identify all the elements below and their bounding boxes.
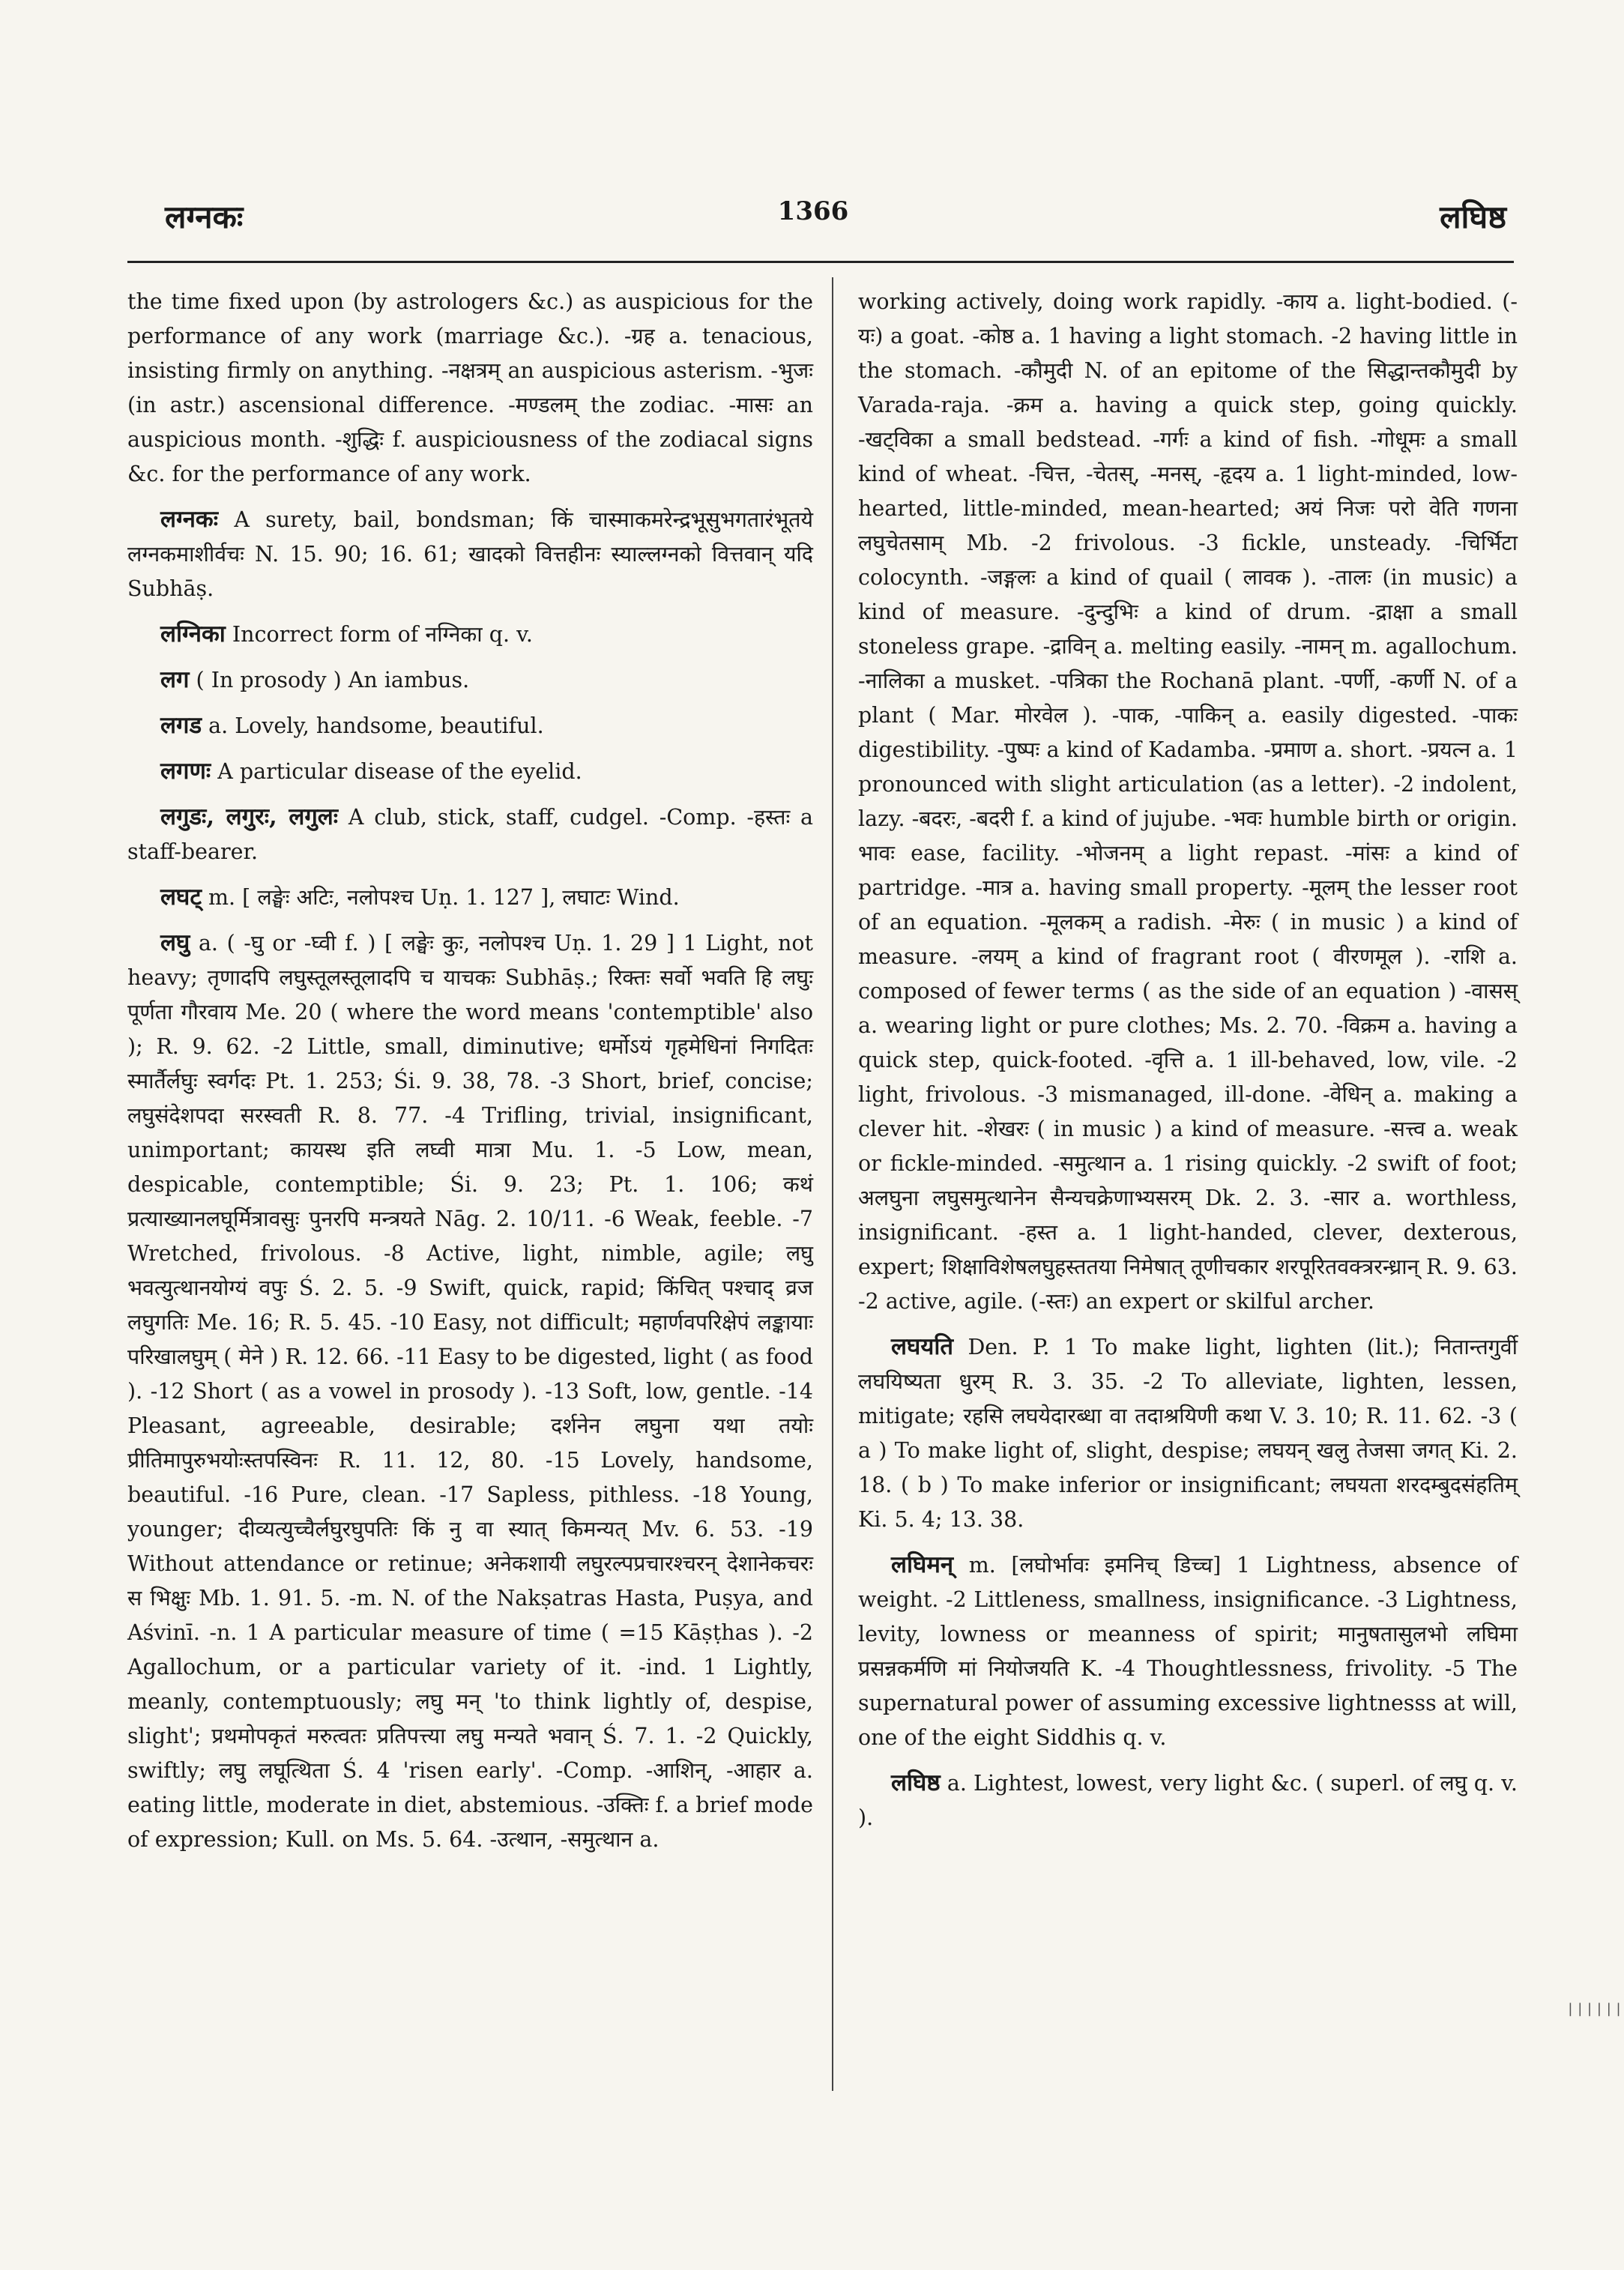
entry-text: Incorrect form of नग्निका q. v. <box>232 622 533 647</box>
entry-headword: लगुडः, लगुरः, लगुलः <box>160 803 339 830</box>
entry-text: A surety, bail, bondsman; किं चास्माकमरेन्द्रभूसुभगतारंभूतये लग्नकमाशीर्वचः N. 15. 90; 16. 61; खादको वित्तहीनः स्याल्लग्नको वित्तवान् यदि Subhāṣ. <box>127 507 813 601</box>
header-rule <box>127 261 1514 263</box>
page-number: 1366 <box>777 196 849 226</box>
entry-headword: लघिमन् <box>891 1551 954 1578</box>
entry-text: a. ( -घु or -घ्वी f. ) [ लङ्घेः कुः, नलोपश्च Uṇ. 1. 29 ] 1 Light, not heavy; तृणादपि लघुस्तूलस्तूलादपि च याचकः Subhāṣ.; रिक्तः सर्वो भवति हि लघुः पूर्णता गौरवाय Me. 20 ( where the word means 'contemptible' also ); R. 9. 62. -2 Little, small, diminutive; धर्मोऽयं गृहमेधिनां निगदितः स्मार्तैर्लघुः स्वर्गदः Pt. 1. 253; Śi. 9. 38, 78. -3 Short, brief, concise; लघुसंदेशपदा सरस्वती R. 8. 77. -4 Trifling, trivial, insignificant, unimportant; कायस्थ इति लघ्वी मात्रा Mu. 1. -5 Low, mean, despicable, contemptible; Śi. 9. 23; Pt. 1. 106; कथं प्रत्याख्यानलघूर्मित्रावसुः पुनरपि मन्त्रयते Nāg. 2. 10/11. -6 Weak, feeble. -7 Wretched, frivolous. -8 Active, light, nimble, agile; लघु भवत्युत्थानयोग्यं वपुः Ś. 2. 5. -9 Swift, quick, rapid; किंचित् पश्चाद् व्रज लघुगतिः Me. 16; R. 5. 45. -10 Easy, not difficult; महार्णवपरिक्षेपं लङ्कायाः परिखालघुम् ( मेने ) R. 12. 66. -11 Easy to be digested, light ( as food ). -12 Short ( as a vowel in prosody ). -13 Soft, low, gentle. -14 Pleasant, agreeable, desirable; दर्शनेन लघुना यथा तयोः प्रीतिमापुरुभयोःस्तपस्विनः R. 11. 12, 80. -15 Lovely, handsome, beautiful. -16 Pure, clean. -17 Sapless, pithless. -18 Young, younger; दीव्यत्युच्चैर्लघुरघुपतिः किं नु वा स्यात् किमन्यत् Mv. 6. 53. -19 Without attendance or retinue; अनेकशायी लघुरल्पप्रचारश्चरन् देशानेकचरः स भिक्षुः Mb. 1. 91. 5. -m. N. of the Nakṣatras Hasta, Puṣya, and Aśvinī. -n. 1 A particular measure of time ( =15 Kāṣṭhas ). -2 Agallochum, or a particular variety of it. -ind. 1 Lightly, meanly, contemptuously; लघु मन् 'to think lightly of, despise, slight'; प्रथमोपकृतं मरुत्वतः प्रतिपत्त्या लघु मन्यते भवान् Ś. 7. 1. -2 Quickly, swiftly; लघु लघूत्थिता Ś. 4 'risen early'. -Comp. -आशिन्, -आहार a. eating little, moderate in diet, abstemious. -उक्तिः f. a brief mode of expression; Kull. on Ms. 5. 64. -उत्थान, -समुत्थान a. <box>127 931 813 1852</box>
entry-headword: लघयति <box>891 1333 954 1360</box>
column-divider <box>832 277 833 2091</box>
entry-headword: लघट् <box>160 884 202 911</box>
right-column <box>858 285 1518 1846</box>
entry-headword: लगड <box>160 712 202 739</box>
page-header <box>120 187 1506 240</box>
entry-headword: लघु <box>160 929 190 956</box>
entry-headword: लगणः <box>160 758 211 785</box>
entry-text: working actively, doing work rapidly. -काय a. light-bodied. (-यः) a goat. -कोष्ठ a. 1 having a light stomach. -2 having little in the stomach. -कौमुदी N. of an epitome of the सिद्धान्तकौमुदी by Varada-raja. -क्रम a. having a quick step, going quickly. -खट्विका a small bedstead. -गर्गः a kind of fish. -गोधूमः a small kind of wheat. -चित्त, -चेतस्, -मनस्, -हृदय a. 1 light-minded, low-hearted, little-minded, mean-hearted; अयं निजः परो वेति गणना लघुचेतसाम् Mb. -2 frivolous. -3 fickle, unsteady. -चिर्भिटा colocynth. -जङ्गलः a kind of quail ( लावक ). -तालः (in music) a kind of measure. -दुन्दुभिः a kind of drum. -द्राक्षा a small stoneless grape. -द्राविन् a. melting easily. -नामन् m. agallochum. -नालिका a musket. -पत्रिका the Rochanā plant. -पर्णी, -कर्णी N. of a plant ( Mar. मोरवेल ). -पाक, -पाकिन् a. easily digested. -पाकः digestibility. -पुष्पः a kind of Kadamba. -प्रमाण a. short. -प्रयत्न a. 1 pronounced with slight articulation (as a letter). -2 indolent, lazy. -बदरः, -बदरी f. a kind of jujube. -भवः humble birth or origin. भावः ease, facility. -भोजनम् a light repast. -मांसः a kind of partridge. -मात्र a. having small property. -मूलम् the lesser root of an equation. -मूलकम् a radish. -मेरुः ( in music ) a kind of measure. -लयम् a kind of fragrant root ( वीरणमूल ). -राशि a. composed of fewer terms ( as the side of an equation ) -वासस् a. wearing light or pure clothes; Ms. 2. 70. -विक्रम a. having a quick step, quick-footed. -वृत्ति a. 1 ill-behaved, low, vile. -2 light, frivolous. -3 mismanaged, ill-done. -वेधिन् a. making a clever hit. -शेखरः ( in music ) a kind of measure. -सत्त्व a. weak or fickle-minded. -समुत्थान a. 1 rising quickly. -2 swift of foot; अलघुना लघुसमुत्थानेन सैन्यचक्रेणाभ्यसरम् Dk. 2. 3. -सार a. worthless, insignificant. -हस्त a. 1 light-handed, clever, dexterous, expert; शिक्षाविशेषलघुहस्ततया निमेषात् तूणीचकार शरपूरितवक्त्ररन्ध्रान् R. 9. 63. -2 active, agile. (-स्तः) an expert or skilful archer. <box>858 289 1518 1314</box>
dictionary-entry <box>127 800 813 869</box>
entry-text: A particular disease of the eyelid. <box>217 759 582 784</box>
entry-text: a. Lightest, lowest, very light &c. ( superl. of लघु q. v. ). <box>858 1771 1518 1830</box>
margin-marks: |||||| <box>1566 2001 1624 2017</box>
dictionary-entry <box>127 880 813 915</box>
dictionary-entry <box>127 708 813 743</box>
entry-headword: लग <box>160 666 190 693</box>
dictionary-entry <box>127 754 813 789</box>
entry-text: a. Lovely, handsome, beautiful. <box>208 713 544 738</box>
dictionary-entry <box>858 1548 1518 1755</box>
entry-text: the time fixed upon (by astrologers &c.) as auspicious for the performance of any work (marriage &c.). -ग्रह a. tenacious, insisting firmly on anything. -नक्षत्रम् an auspicious asterism. -भुजः (in astr.) ascensional difference. -मण्डलम् the zodiac. -मासः an auspicious month. -शुद्धिः f. auspiciousness of the zodiacal signs &c. for the performance of any work. <box>127 289 813 486</box>
dictionary-entry <box>858 1329 1518 1537</box>
entry-headword: लग्नकः <box>160 506 219 533</box>
dictionary-entry <box>858 285 1518 1319</box>
header-right-guide-word: लघिष्ठ <box>1440 199 1506 235</box>
entry-text: A club, stick, staff, cudgel. -Comp. -हस्तः a staff-bearer. <box>127 805 814 864</box>
dictionary-entry <box>127 617 813 652</box>
dictionary-entry <box>127 662 813 698</box>
entry-text: ( In prosody ) An iambus. <box>196 668 470 692</box>
entry-text: Den. P. 1 To make light, lighten (lit.); नितान्तगुर्वी लघयिष्यता धुरम् R. 3. 35. -2 To alleviate, lighten, lessen, mitigate; रहसि लघयेदारब्धा वा तदाश्रयिणी कथा V. 3. 10; R. 11. 62. -3 ( a ) To make light of, slight, despise; लघयन् खलु तेजसा जगत् Ki. 2. 18. ( b ) To make inferior or insignificant; लघयता शरदम्बुदसंहतिम् Ki. 5. 4; 13. 38. <box>858 1335 1518 1532</box>
dictionary-entry <box>127 285 813 492</box>
dictionary-entry <box>127 926 813 1857</box>
dictionary-entry <box>127 502 813 606</box>
entry-text: m. [ लङ्घेः अटिः, नलोपश्च Uṇ. 1. 127 ], लघाटः Wind. <box>208 885 680 910</box>
entry-text: m. [लघोर्भावः इमनिच् डिच्च] 1 Lightness, absence of weight. -2 Littleness, smallness, insignificance. -3 Lightness, levity, lowness or meanness of spirit; मानुषतासुलभो लघिमा प्रसन्नकर्मणि मां नियोजयति K. -4 Thoughtlessness, frivolity. -5 The supernatural power of assuming excessive lightnesss at will, one of the eight Siddhis q. v. <box>858 1553 1518 1750</box>
entry-headword: लग्निका <box>160 621 226 648</box>
header-left-guide-word: लग्नकः <box>165 199 244 235</box>
dictionary-entry <box>858 1766 1518 1835</box>
entry-headword: लघिष्ठ <box>891 1769 941 1796</box>
left-column <box>127 285 813 1868</box>
